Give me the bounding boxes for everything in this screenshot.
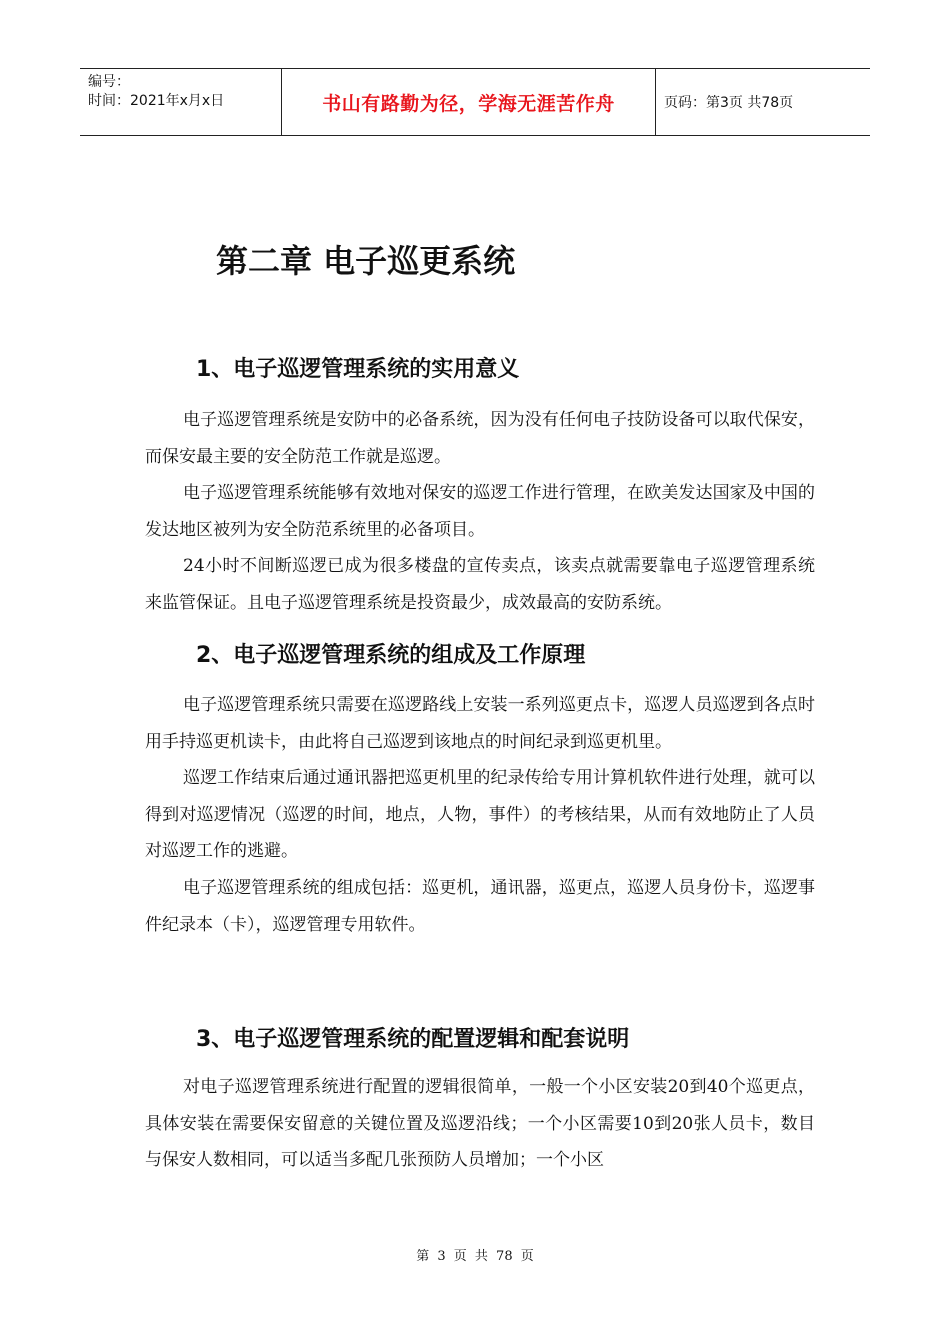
paragraph: 电子巡逻管理系统的组成包括：巡更机，通讯器，巡更点，巡逻人员身份卡，巡逻事件纪录本（卡），巡逻管理专用软件。 bbox=[145, 878, 815, 935]
section-heading: 3、电子巡逻管理系统的配置逻辑和配套说明 bbox=[196, 1027, 630, 1052]
section-heading: 2、电子巡逻管理系统的组成及工作原理 bbox=[196, 643, 586, 668]
page-footer: 第 3 页 共 78 页 bbox=[416, 1249, 534, 1264]
paragraph: 巡逻工作结束后通过通讯器把巡更机里的纪录传给专用计算机软件进行处理，就可以得到对巡逻情况（巡逻的时间，地点，人物，事件）的考核结果，从而有效地防止了人员对巡逻工作的逃避。 bbox=[145, 768, 815, 861]
chapter-title: 第二章 电子巡更系统 bbox=[216, 242, 516, 280]
header-motto-cell bbox=[282, 69, 656, 135]
serial-number-label: 编号： bbox=[88, 74, 130, 90]
page-info: 页码：第3页 共78页 bbox=[664, 95, 794, 111]
document-header bbox=[80, 68, 870, 136]
paragraph: 电子巡逻管理系统只需要在巡逻路线上安装一系列巡更点卡，巡逻人员巡逻到各点时用手持巡更机读卡，由此将自己巡逻到该地点的时间纪录到巡更机里。 bbox=[145, 695, 815, 752]
section-heading: 1、电子巡逻管理系统的实用意义 bbox=[196, 357, 520, 382]
paragraph: 24小时不间断巡逻已成为很多楼盘的宣传卖点，该卖点就需要靠电子巡逻管理系统来监管保证。且电子巡逻管理系统是投资最少，成效最高的安防系统。 bbox=[145, 556, 815, 613]
paragraph: 对电子巡逻管理系统进行配置的逻辑很简单，一般一个小区安装20到40个巡更点，具体安装在需要保安留意的关键位置及巡逻沿线；一个小区需要10到20张人员卡，数目与保安人数相同，可以适当多配几张预防人员增加；一个小区 bbox=[145, 1077, 815, 1170]
header-meta-cell bbox=[80, 69, 282, 135]
date-line: 时间：2021年x月x日 bbox=[88, 93, 225, 109]
header-page-cell bbox=[656, 69, 870, 135]
motto-text: 书山有路勤为径，学海无涯苦作舟 bbox=[322, 92, 615, 115]
paragraph: 电子巡逻管理系统是安防中的必备系统，因为没有任何电子技防设备可以取代保安，而保安最主要的安全防范工作就是巡逻。 bbox=[145, 410, 815, 467]
paragraph: 电子巡逻管理系统能够有效地对保安的巡逻工作进行管理，在欧美发达国家及中国的发达地区被列为安全防范系统里的必备项目。 bbox=[145, 483, 815, 540]
